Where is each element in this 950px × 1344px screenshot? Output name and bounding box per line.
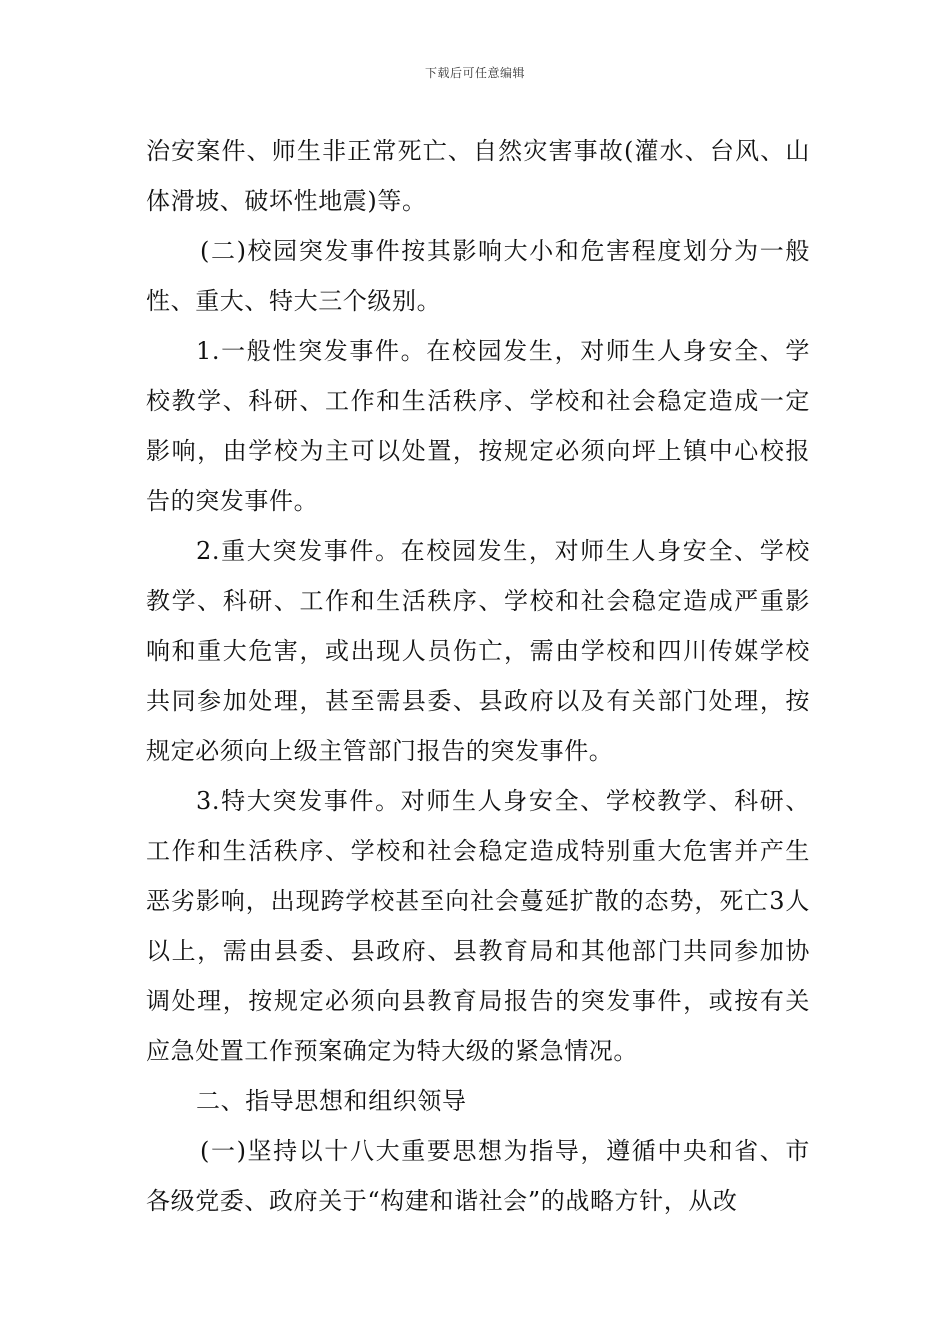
paragraph-continuation: 治安案件、师生非正常死亡、自然灾害事故(灌水、台风、山体滑坡、破坏性地震)等。 (146, 137, 810, 215)
paragraph-classification: (二)校园突发事件按其影响大小和危害程度划分为一般性、重大、特大三个级别。 (146, 237, 810, 315)
section-heading-guiding-ideology: 二、指导思想和组织领导 (196, 1087, 467, 1115)
paragraph-major-event: 2.重大突发事件。在校园发生，对师生人身安全、学校教学、科研、工作和生活秩序、学校和社会稳定造成严重影响和重大危害，或出现人员伤亡，需由学校和四川传媒学校共同参加处理，甚至需县委、县政府以及有关部门处理，按规定必须向上级主管部门报告的突发事件。 (146, 537, 810, 765)
paragraph-critical-event: 3.特大突发事件。对师生人身安全、学校教学、科研、工作和生活秩序、学校和社会稳定造成特别重大危害并产生恶劣影响，出现跨学校甚至向社会蔓延扩散的态势，死亡3人以上，需由县委、县政府、县教育局和其他部门共同参加协调处理，按规定必须向县教育局报告的突发事件，或按有关应急处置工作预案确定为特大级的紧急情况。 (146, 787, 810, 1065)
paragraph-general-event: 1.一般性突发事件。在校园发生，对师生人身安全、学校教学、科研、工作和生活秩序、学校和社会稳定造成一定影响，由学校为主可以处置，按规定必须向坪上镇中心校报告的突发事件。 (146, 337, 810, 515)
document-body (146, 126, 810, 1226)
paragraph-guiding-principle: (一)坚持以十八大重要思想为指导，遵循中央和省、市各级党委、政府关于“构建和谐社会”的战略方针，从改 (146, 1137, 810, 1215)
page-header: 下载后可任意编辑 (424, 66, 525, 80)
